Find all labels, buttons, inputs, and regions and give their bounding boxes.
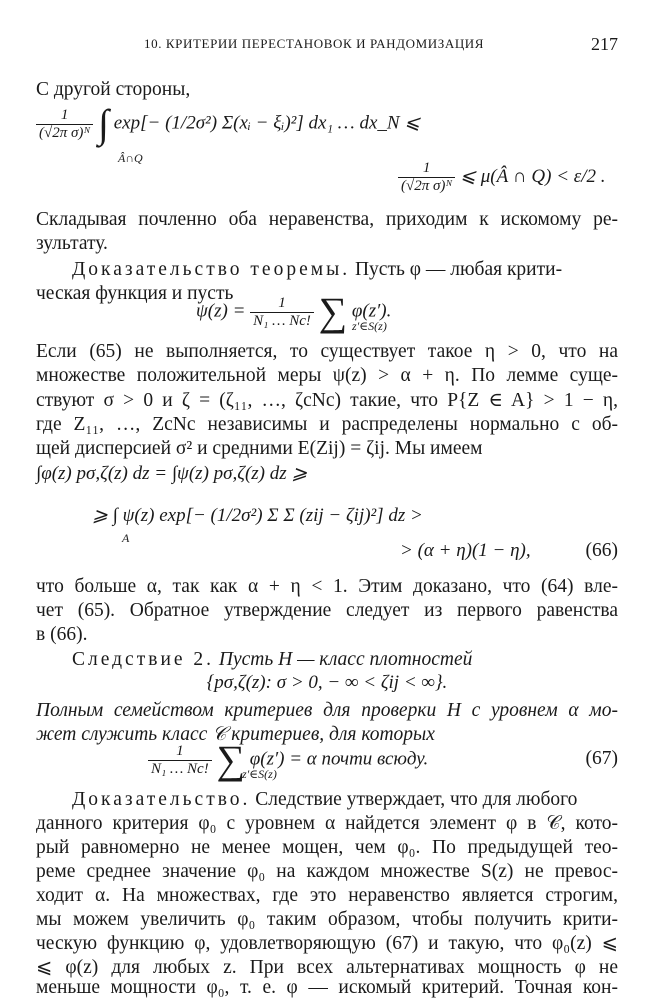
proof-line bbox=[72, 788, 618, 812]
text-line: где Z₁₁, …, ZcNc независимы и распределены нормально с об- bbox=[36, 414, 618, 435]
text-line: зультату. bbox=[36, 233, 108, 254]
sum-limit: z′∈S(z) bbox=[242, 767, 277, 781]
integral-sign: ∫ bbox=[98, 101, 109, 146]
sum-sign: ∑ bbox=[318, 289, 348, 334]
formula-density-class: {pσ,ζ(z): σ > 0, − ∞ < ζij < ∞}. bbox=[206, 672, 448, 693]
running-header bbox=[36, 36, 618, 58]
text-line: ческая функция и пусть bbox=[36, 283, 234, 304]
text-line: Складывая почленно оба неравенства, приходим к искомому ре- bbox=[36, 209, 618, 230]
text-line: реме среднее значение φ₀ на каждом множестве S(z) не превос- bbox=[36, 861, 618, 882]
fraction: $\frac{1}{\text{(√2π σ)ᴺ}}$ bbox=[36, 107, 93, 142]
proof-heading: Доказательство теоремы. bbox=[72, 259, 351, 280]
formula-66-second bbox=[92, 504, 423, 527]
formula-text: ⩽ μ(Â ∩ Q) < ε/2 . bbox=[460, 165, 606, 187]
chapter-title: 10. КРИТЕРИИ ПЕРЕСТАНОВОК И РАНДОМИЗАЦИЯ bbox=[144, 36, 485, 51]
text-line: что больше α, так как α + η < 1. Этим доказано, что (64) вле- bbox=[36, 576, 618, 597]
formula-66-third: > (α + η)(1 − η), bbox=[400, 540, 531, 561]
formula-integral-gauss bbox=[36, 101, 421, 146]
text-run: Пусть H — класс плотностей bbox=[214, 649, 473, 670]
equation-number: (66) bbox=[585, 540, 618, 561]
corollary-line bbox=[72, 648, 618, 672]
text-line: ходит α. На множествах, где это неравенство является строгим, bbox=[36, 885, 618, 906]
sum-sign: ∑ bbox=[216, 737, 245, 782]
text-line: данного критерия φ₀ с уровнем α найдется элемент φ в 𝒞, кото- bbox=[36, 813, 618, 834]
text-line: ческую функцию φ, удовлетворяющую (67) и такую, что φ₀(z) ⩽ bbox=[36, 933, 618, 954]
sum-limit: z′∈S(z) bbox=[352, 319, 387, 333]
proof-heading: Доказательство. bbox=[72, 789, 251, 810]
fraction: $\frac{1}{\text{N₁ … Nc!}}$ bbox=[250, 295, 314, 330]
integral-limit: Â∩Q bbox=[118, 151, 143, 165]
text-line: множестве положительной меры ψ(z) > α + η. По лемме суще- bbox=[36, 365, 618, 386]
formula-67 bbox=[148, 737, 429, 782]
text-line: чет (65). Обратное утверждение следует из первого равенства bbox=[36, 600, 618, 621]
text-line: ствуют σ > 0 и ζ = (ζ₁₁, …, ζcNc) такие, что P{Z ∈ A} > 1 − η, bbox=[36, 390, 618, 411]
corollary-text: жет служить класс 𝒞 критериев, для которых bbox=[36, 724, 435, 745]
page-number: 217 bbox=[591, 34, 618, 54]
formula-bound bbox=[398, 160, 606, 195]
fraction: $\frac{1}{\text{(√2π σ)ᴺ}}$ bbox=[398, 160, 455, 195]
text-line: С другой стороны, bbox=[36, 79, 191, 100]
text-run: Следствие утверждает, что для любого bbox=[250, 789, 578, 810]
text-run: Пусть φ — любая крити- bbox=[350, 259, 563, 280]
text-line: ⩽ φ(z) для любых z. При всех альтернативах мощность φ не bbox=[36, 957, 618, 978]
formula-text: exp[− (1/2σ²) Σ(xᵢ − ξᵢ)²] dx₁ … dx_N ⩽ bbox=[113, 112, 421, 134]
text-line: мы можем увеличить φ₀ таким образом, чтобы получить крити- bbox=[36, 909, 618, 930]
fraction: $\frac{1}{\text{N₁ … Nc!}}$ bbox=[148, 743, 212, 778]
text-line: меньше мощности φ₀, т. е. φ — искомый критерий. Точная кон- bbox=[36, 977, 618, 998]
corollary-text: Полным семейством критериев для проверки H с уровнем α мо- bbox=[36, 700, 618, 721]
formula-text: ψ(z) = bbox=[196, 300, 246, 322]
formula-text: φ(z′) = α почти всюду. bbox=[249, 748, 429, 770]
text-line: Если (65) не выполняется, то существует такое η > 0, что на bbox=[36, 341, 618, 362]
theorem-proof-line bbox=[72, 258, 618, 282]
text-line: щей дисперсией σ² и средними E(Zij) = ζij. Мы имеем bbox=[36, 438, 483, 459]
equation-number: (67) bbox=[585, 748, 618, 769]
formula-text: ⩾ ∫ ψ(z) exp[− (1/2σ²) Σ Σ (zij − ζij)²] dz > bbox=[92, 505, 423, 526]
text-line: в (66). bbox=[36, 624, 88, 645]
integral-limit: A bbox=[122, 531, 130, 545]
text-line: рый равномерно не менее мощен, чем φ₀. По предыдущей тео- bbox=[36, 837, 618, 858]
formula-text: φ(z′). bbox=[351, 300, 392, 322]
corollary-heading: Следствие 2. bbox=[72, 649, 215, 670]
formula-66-first: ∫φ(z) pσ,ζ(z) dz = ∫ψ(z) pσ,ζ(z) dz ⩾ bbox=[36, 463, 308, 484]
